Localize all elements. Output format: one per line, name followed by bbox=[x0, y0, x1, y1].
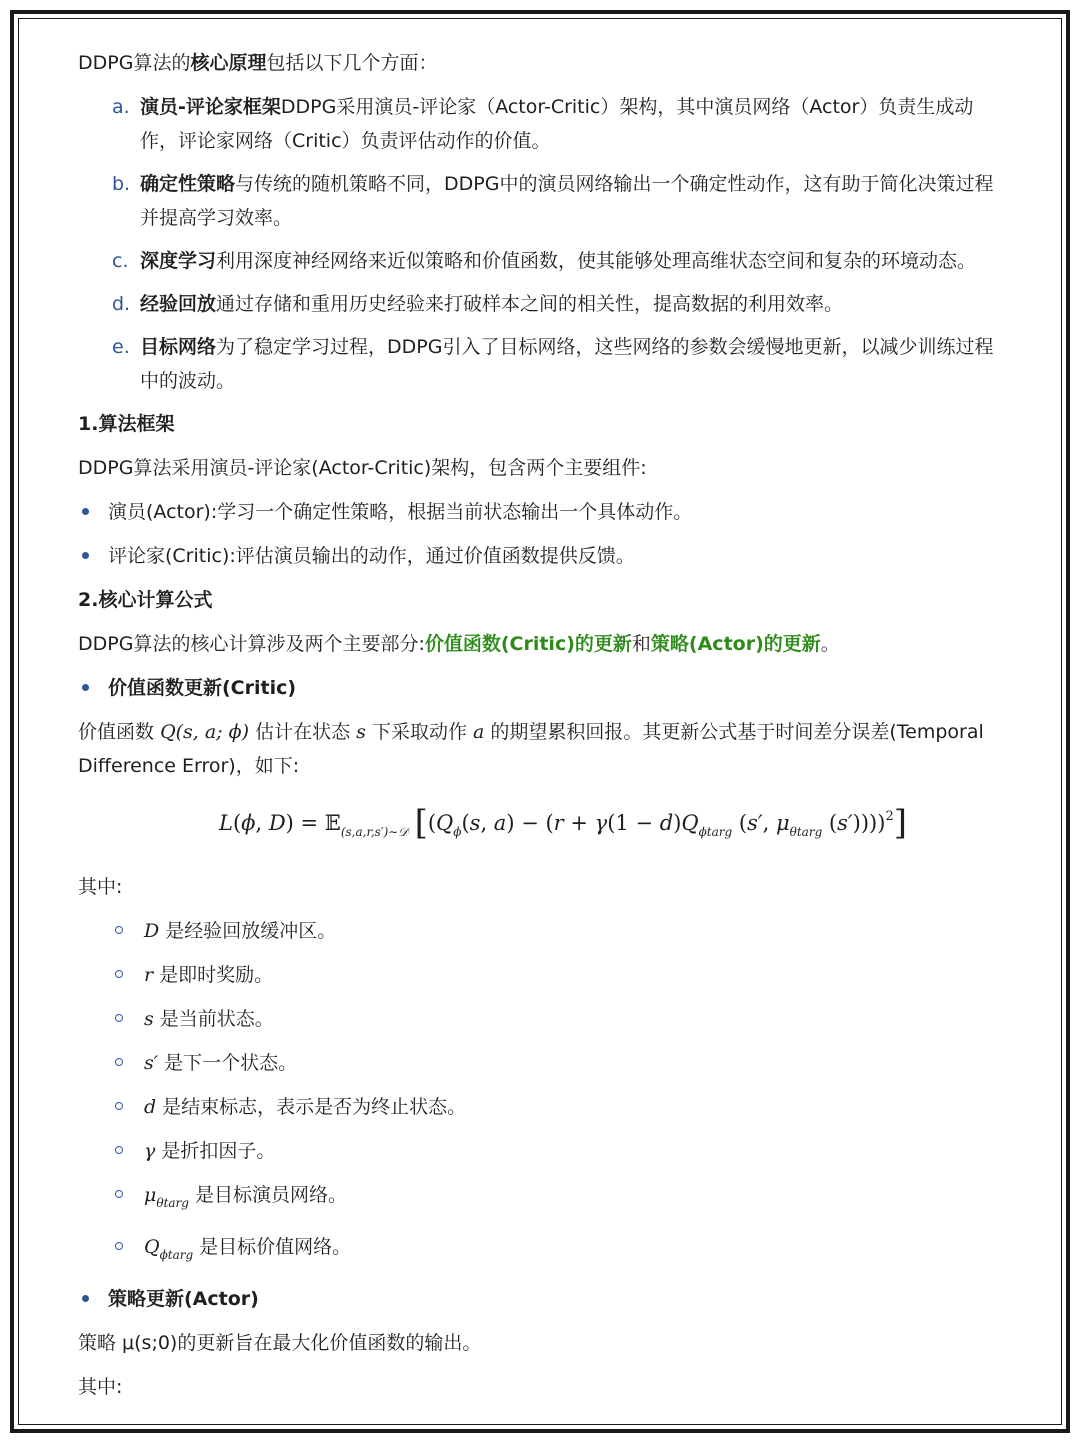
circle-bullet-icon bbox=[115, 970, 123, 978]
circle-bullet-icon bbox=[115, 926, 123, 934]
list-item bbox=[78, 495, 1008, 529]
circle-bullet-icon bbox=[115, 1242, 123, 1250]
circle-bullet-icon bbox=[115, 1014, 123, 1022]
principle-title: 确定性策略 bbox=[140, 173, 236, 195]
section2-heading: 2.核心计算公式 bbox=[78, 589, 213, 611]
circle-bullet-icon bbox=[115, 1146, 123, 1154]
principle-item bbox=[78, 287, 1008, 321]
principle-item bbox=[78, 167, 1008, 235]
definition-text: 是即时奖励。 bbox=[159, 964, 274, 986]
section2-intro bbox=[78, 627, 1008, 661]
state-symbol: s bbox=[356, 721, 366, 743]
definition-text: 是折扣因子。 bbox=[161, 1140, 276, 1162]
list-item-text: 演员(Actor):学习一个确定性策略，根据当前状态输出一个具体动作。 bbox=[108, 501, 693, 523]
principle-title: 经验回放 bbox=[140, 293, 217, 315]
critic-description bbox=[78, 715, 1008, 783]
list-marker: d. bbox=[112, 293, 131, 315]
intro-bold: 核心原理 bbox=[190, 52, 267, 74]
definition-item bbox=[78, 1002, 1008, 1036]
definition-symbol: s′ bbox=[144, 1052, 159, 1074]
principle-item bbox=[78, 330, 1008, 398]
principle-title: 深度学习 bbox=[140, 250, 217, 272]
critic-update-highlight: 价值函数(Critic)的更新 bbox=[424, 633, 632, 655]
definition-text: 是目标价值网络。 bbox=[199, 1236, 352, 1258]
definition-text: 是目标演员网络。 bbox=[194, 1184, 347, 1206]
list-item-text: 评论家(Critic):评估演员输出的动作，通过价值函数提供反馈。 bbox=[108, 545, 635, 567]
definition-text: 是当前状态。 bbox=[159, 1008, 274, 1030]
where-label: 其中: bbox=[78, 876, 123, 898]
bullet-icon bbox=[82, 508, 89, 515]
principle-title: 演员-评论家框架 bbox=[140, 96, 281, 118]
desc-text: 价值函数 bbox=[78, 721, 155, 743]
section1-heading: 1.算法框架 bbox=[78, 413, 175, 435]
definition-symbol: r bbox=[144, 964, 154, 986]
symbol-base: Q bbox=[144, 1236, 160, 1258]
principles-list bbox=[78, 90, 1008, 398]
definition-item bbox=[78, 1046, 1008, 1080]
period: 。 bbox=[820, 633, 840, 655]
loss-formula: L(ϕ, D) = 𝔼$_{(s,a,r,s')\sim 𝒟}$ [($Q_\phi(s$, $a) - (r + \gamma(1 - d)Q_{\phi targ}$ (s′, $\mu_{\theta targ}$ (s′))))$^2$] bbox=[218, 803, 907, 843]
symbol-subscript: ϕtarg bbox=[159, 1248, 194, 1262]
document-body bbox=[78, 46, 1008, 1414]
section1-intro: DDPG算法采用演员-评论家(Actor-Critic)架构，包含两个主要组件: bbox=[78, 457, 647, 479]
symbol-subscript: θtarg bbox=[156, 1196, 189, 1210]
circle-bullet-icon bbox=[115, 1190, 123, 1198]
principle-text: 利用深度神经网络来近似策略和价值函数，使其能够处理高维状态空间和复杂的环境动态。 bbox=[216, 250, 977, 272]
definition-symbol bbox=[144, 1184, 189, 1210]
definition-item bbox=[78, 958, 1008, 992]
principle-item bbox=[78, 90, 1008, 158]
desc-text: 的期望累积回报。其更新公式基于时间差分误差(Temporal Difference Error)，如下: bbox=[78, 721, 984, 777]
bullet-icon bbox=[82, 684, 89, 691]
intro-prefix: DDPG算法的 bbox=[78, 52, 191, 74]
definition-symbol: γ bbox=[144, 1140, 156, 1162]
definition-text: 是经验回放缓冲区。 bbox=[165, 920, 337, 942]
list-item bbox=[78, 539, 1008, 573]
actor-heading: 策略更新(Actor) bbox=[108, 1288, 259, 1310]
list-item bbox=[78, 1282, 1008, 1316]
definition-symbol: d bbox=[144, 1096, 157, 1118]
list-item bbox=[78, 671, 1008, 705]
section1-list bbox=[78, 495, 1008, 573]
principle-text: 为了稳定学习过程，DDPG引入了目标网络，这些网络的参数会缓慢地更新，以减少训练过程中的波动。 bbox=[140, 336, 994, 392]
list-marker: e. bbox=[112, 336, 130, 358]
definition-item bbox=[78, 914, 1008, 948]
principle-item bbox=[78, 244, 1008, 278]
desc-text: 下采取动作 bbox=[371, 721, 467, 743]
definition-text: 是下一个状态。 bbox=[164, 1052, 298, 1074]
q-function-symbol: Q(s, a; ϕ) bbox=[160, 721, 250, 743]
definition-text: 是结束标志，表示是否为终止状态。 bbox=[162, 1096, 467, 1118]
circle-bullet-icon bbox=[115, 1102, 123, 1110]
symbol-base: μ bbox=[144, 1184, 157, 1206]
list-marker: c. bbox=[112, 250, 129, 272]
desc-text: 估计在状态 bbox=[255, 721, 351, 743]
critic-heading: 价值函数更新(Critic) bbox=[108, 677, 297, 699]
definition-symbol: D bbox=[144, 920, 160, 942]
where-label-2: 其中: bbox=[78, 1376, 123, 1398]
bullet-icon bbox=[82, 1295, 89, 1302]
section2-intro-prefix: DDPG算法的核心计算涉及两个主要部分: bbox=[78, 633, 425, 655]
actor-update-highlight: 策略(Actor)的更新 bbox=[650, 633, 821, 655]
list-marker: a. bbox=[112, 96, 130, 118]
definition-symbol bbox=[144, 1236, 194, 1262]
actor-heading-list bbox=[78, 1282, 1008, 1316]
list-marker: b. bbox=[112, 173, 131, 195]
action-symbol: a bbox=[473, 721, 485, 743]
intro-suffix: 包括以下几个方面： bbox=[266, 52, 438, 74]
principle-text: 与传统的随机策略不同，DDPG中的演员网络输出一个确定性动作，这有助于简化决策过程并提高学习效率。 bbox=[140, 173, 994, 229]
principle-text: 通过存储和重用历史经验来打破样本之间的相关性，提高数据的利用效率。 bbox=[216, 293, 844, 315]
definition-item bbox=[78, 1178, 1008, 1220]
definitions-list bbox=[78, 914, 1008, 1272]
principle-title: 目标网络 bbox=[140, 336, 217, 358]
principle-text: DDPG采用演员-评论家（Actor-Critic）架构，其中演员网络（Actor）负责生成动作，评论家网络（Critic）负责评估动作的价值。 bbox=[140, 96, 974, 152]
definition-item bbox=[78, 1230, 1008, 1272]
bullet-icon bbox=[82, 552, 89, 559]
intro-paragraph bbox=[78, 46, 1008, 80]
critic-heading-list bbox=[78, 671, 1008, 705]
definition-item bbox=[78, 1090, 1008, 1124]
circle-bullet-icon bbox=[115, 1058, 123, 1066]
actor-description: 策略 μ(s;0)的更新旨在最大化价值函数的输出。 bbox=[78, 1332, 482, 1354]
and-text: 和 bbox=[631, 633, 651, 655]
definition-symbol: s bbox=[144, 1008, 154, 1030]
definition-item bbox=[78, 1134, 1008, 1168]
